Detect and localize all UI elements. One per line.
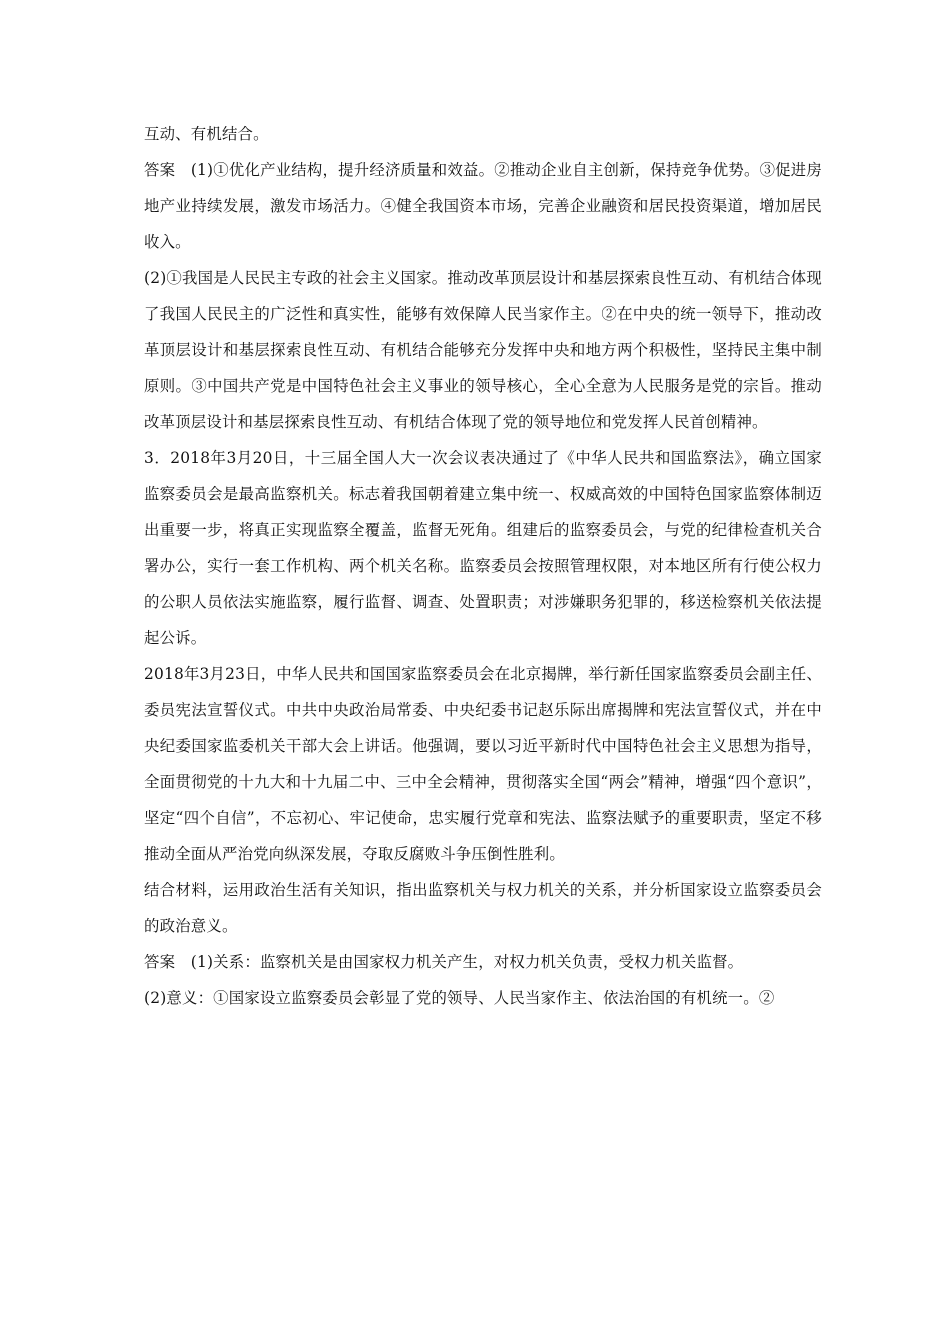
answer-3-part-2: (2)意义：①国家设立监察委员会彰显了党的领导、人民当家作主、依法治国的有机统一。②	[144, 989, 775, 1007]
question-3-material-2: 2018年3月23日，中华人民共和国国家监察委员会在北京揭牌，举行新任国家监察委员会副主任、委员宪法宣誓仪式。中共中央政治局常委、中央纪委书记赵乐际出席揭牌和宪法宣誓仪式，并在中央纪委国家监委机关干部大会上讲话。他强调，要以习近平新时代中国特色社会主义思想为指导，全面贯彻党的十九大和十九届二中、三中全会精神，贯彻落实全国“两会”精神，增强“四个意识”，坚定“四个自信”，不忘初心、牢记使命，忠实履行党章和宪法、监察法赋予的重要职责，坚定不移推动全面从严治党向纵深发展，夺取反腐败斗争压倒性胜利。	[144, 665, 822, 863]
paragraph-continuation: 互动、有机结合。	[144, 125, 269, 143]
answer-2-part-2: (2)①我国是人民民主专政的社会主义国家。推动改革顶层设计和基层探索良性互动、有机结合体现了我国人民民主的广泛性和真实性，能够有效保障人民当家作主。②在中央的统一领导下，推动改革顶层设计和基层探索良性互动、有机结合能够充分发挥中央和地方两个积极性，坚持民主集中制原则。③中国共产党是中国特色社会主义事业的领导核心，全心全意为人民服务是党的宗旨。推动改革顶层设计和基层探索良性互动、有机结合体现了党的领导地位和党发挥人民首创精神。	[144, 269, 822, 431]
answer-3-part-1: 答案 (1)关系：监察机关是由国家权力机关产生，对权力机关负责，受权力机关监督。	[144, 953, 744, 971]
answer-2-part-1: 答案 (1)①优化产业结构，提升经济质量和效益。②推动企业自主创新，保持竞争优势。③促进房地产业持续发展，激发市场活力。④健全我国资本市场，完善企业融资和居民投资渠道，增加居民收入。	[144, 161, 822, 251]
question-3-prompt: 结合材料，运用政治生活有关知识，指出监察机关与权力机关的关系，并分析国家设立监察委员会的政治意义。	[144, 881, 822, 935]
document-body	[144, 116, 822, 1016]
question-3-material-1: 3．2018年3月20日，十三届全国人大一次会议表决通过了《中华人民共和国监察法》，确立国家监察委员会是最高监察机关。标志着我国朝着建立集中统一、权威高效的中国特色国家监察体制迈出重要一步，将真正实现监察全覆盖，监督无死角。组建后的监察委员会，与党的纪律检查机关合署办公，实行一套工作机构、两个机关名称。监察委员会按照管理权限，对本地区所有行使公权力的公职人员依法实施监察，履行监督、调查、处置职责；对涉嫌职务犯罪的，移送检察机关依法提起公诉。	[144, 449, 822, 647]
